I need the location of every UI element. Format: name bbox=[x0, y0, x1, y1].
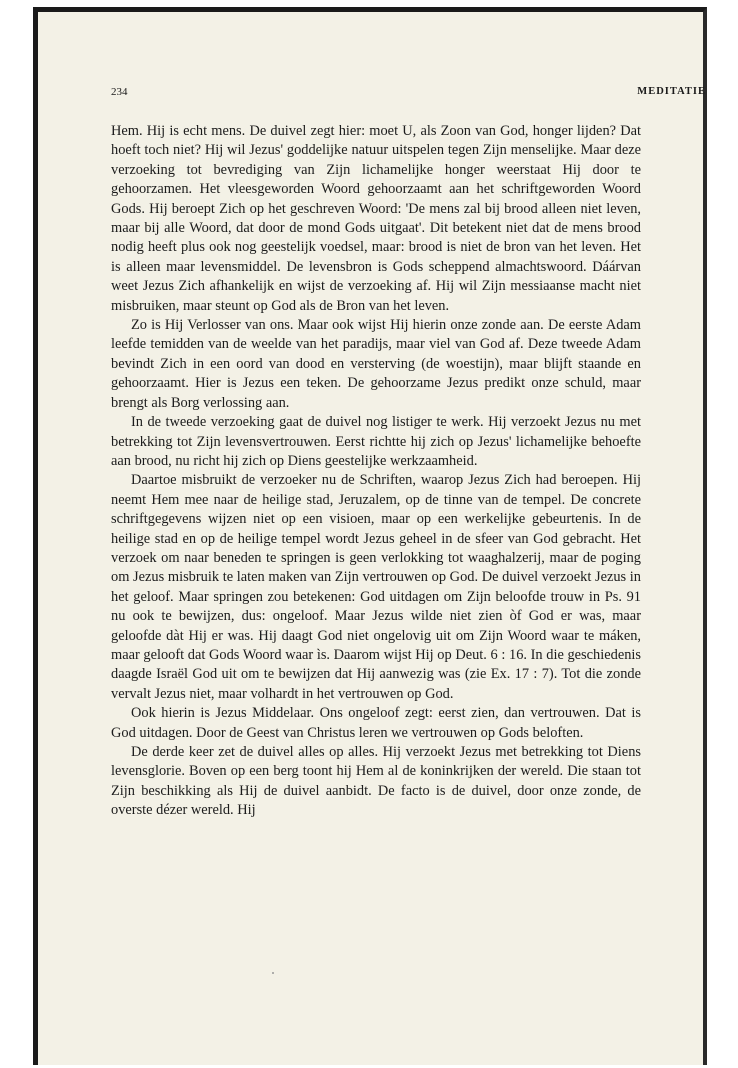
running-head: MEDITATIE bbox=[637, 86, 706, 97]
paragraph-2: Zo is Hij Verlosser van ons. Maar ook wijst Hij hierin onze zonde aan. De eerste Adam leefde temidden van de weelde van het paradijs, maar viel van God af. Deze tweede Adam bevindt Zich in een oord van dood en versterving (de woestijn), maar blijft staande en gehoorzaamt. Hier is Jezus een teken. De gehoorzame Jezus predikt onze schuld, maar brengt als Borg verlossing aan. bbox=[111, 317, 641, 411]
page-number: 234 bbox=[111, 86, 128, 98]
paragraph-6: De derde keer zet de duivel alles op alles. Hij verzoekt Jezus met betrekking tot Diens levensglorie. Boven op een berg toont hij Hem al de koninkrijken der wereld. Die staan tot Zijn beschikking als Hij de duivel aanbidt. De facto is de duivel, door onze zonde, de overste dézer wereld. Hij bbox=[111, 744, 641, 819]
paragraph-3: In de tweede verzoeking gaat de duivel nog listiger te werk. Hij verzoekt Jezus nu met betrekking tot Zijn levensvertrouwen. Eerst richtte hij zich op Jezus' lichamelijke behoefte aan brood, nu richt hij zich op Diens geestelijke werkzaamheid. bbox=[111, 414, 641, 469]
paragraph-4: Daartoe misbruikt de verzoeker nu de Schriften, waarop Jezus Zich had beroepen. Hij neemt Hem mee naar de heilige stad, Jeruzalem, op de tinne van de tempel. De concrete schriftgegevens wijzen niet op een visioen, maar op een werkelijke gebeurtenis. In de heilige stad en op de heilige tempel wordt Jezus geheel in de sfeer van God gebracht. Het verzoek om naar beneden te springen is geen verlokking tot waaghalzerij, maar de poging om Jezus misbruik te laten maken van Zijn vertrouwen op God. De duivel verzoekt Jezus in het geloof. Maar springen zou betekenen: God uitdagen om Zijn beloofde trouw in Ps. 91 nu ook te bewijzen, dus: ongeloof. Maar Jezus wilde niet zien òf God er was, maar geloofde dàt Hij er was. Hij daagt God niet ongelovig uit om Zijn Woord waar te máken, maar gelooft dat Gods Woord waar ìs. Daarom wijst Hij op Deut. 6 : 16. In die geschiedenis daagde Israël God uit om te bewijzen dat Hij aanwezig was (zie Ex. 17 : 7). Tot die zonde vervalt Jezus niet, maar volhardt in het vertrouwen op God. bbox=[111, 472, 641, 702]
page-speck bbox=[272, 972, 274, 974]
body-text bbox=[111, 122, 641, 821]
paragraph-1: Hem. Hij is echt mens. De duivel zegt hier: moet U, als Zoon van God, honger lijden? Dat hoeft toch niet? Hij wil Jezus' goddelijke natuur uitspelen tegen Zijn menselijke. Maar deze verzoeking tot bevrediging van Zijn lichamelijke honger weerstaat Hij door te gehoorzamen. Het vleesgeworden Woord gehoorzaamt aan het schriftgeworden Woord Gods. Hij beroept Zich op het geschreven Woord: 'De mens zal bij brood alleen niet leven, maar bij alle Woord, dat door de mond Gods uitgaat'. Dit betekent niet dat de mens brood nodig heeft plus ook nog geestelijk voedsel, maar: brood is niet de bron van het leven. Het is alleen maar levensmiddel. De levensbron is Gods scheppend almachtswoord. Dáárvan weet Jezus Zich afhankelijk en wijst de verzoeking af. Hij wil Zijn messiaanse macht niet misbruiken, maar steunt op God als de Bron van het leven. bbox=[111, 123, 641, 314]
paragraph-5: Ook hierin is Jezus Middelaar. Ons ongeloof zegt: eerst zien, dan vertrouwen. Dat is God uitdagen. Door de Geest van Christus leren we vertrouwen op Gods beloften. bbox=[111, 705, 641, 741]
